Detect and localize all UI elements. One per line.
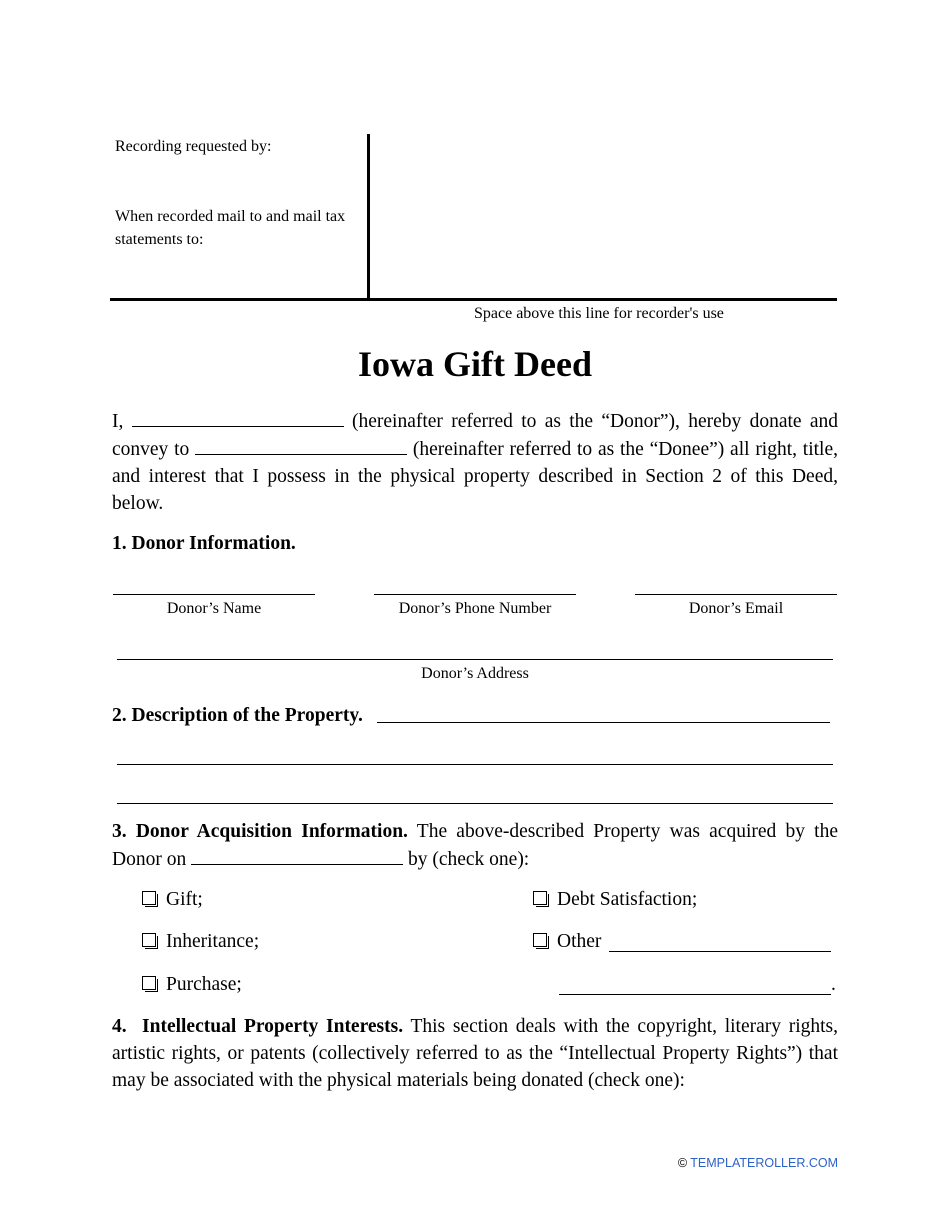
- other-period: .: [831, 974, 836, 995]
- gift-checkbox[interactable]: [142, 891, 156, 905]
- other-specify-line-2[interactable]: [559, 994, 831, 995]
- purchase-checkbox[interactable]: [142, 976, 156, 990]
- intro-paragraph: [112, 407, 838, 517]
- recorder-use-note: Space above this line for recorder's use: [474, 305, 724, 322]
- donor-name-line[interactable]: [113, 594, 315, 595]
- recording-requested-label: Recording requested by:: [115, 138, 272, 155]
- property-description-line-2[interactable]: [117, 764, 833, 765]
- recorder-vertical-divider: [367, 134, 370, 301]
- option-other[interactable]: [533, 928, 601, 955]
- other-checkbox[interactable]: [533, 933, 547, 947]
- property-description-line-3[interactable]: [117, 803, 833, 804]
- intro-i: I,: [112, 411, 124, 432]
- option-purchase[interactable]: [142, 971, 242, 998]
- donor-name-label: Donor’s Name: [166, 600, 262, 617]
- section3-text1: The above-described Property was acquired by the Donor on: [112, 821, 838, 870]
- donor-email-line[interactable]: [635, 594, 837, 595]
- donor-address-label: Donor’s Address: [421, 665, 529, 682]
- footer-credit: [678, 1156, 838, 1170]
- other-specify-line-1[interactable]: [609, 951, 831, 952]
- copyright-symbol: ©: [677, 1156, 688, 1170]
- option-other-label: Other: [557, 931, 602, 952]
- section3-heading: 3. Donor Acquisition Information.: [112, 821, 408, 842]
- property-description-line-1[interactable]: [377, 722, 830, 723]
- option-debt-satisfaction[interactable]: [533, 886, 697, 913]
- section4-paragraph: [112, 1013, 838, 1094]
- inheritance-checkbox[interactable]: [142, 933, 156, 947]
- donor-email-label: Donor’s Email: [688, 600, 784, 617]
- intro-donee-clause: (hereinafter referred to as the “Donee”) all right, title, and interest that I possess in the physical property described in Section 2 of this Deed, below.: [112, 439, 839, 514]
- donee-name-blank[interactable]: [195, 435, 407, 455]
- section4-heading: 4. Intellectual Property Interests.: [112, 1016, 404, 1037]
- section3-paragraph: [112, 818, 838, 873]
- acquisition-date-blank[interactable]: [191, 845, 403, 865]
- section4-text: This section deals with the copyright, literary rights, artistic rights, or patents (collectively referred to as the “Intellectual Property Rights”) that may be associated with the physical materials being donated (check one):: [112, 1016, 839, 1091]
- option-purchase-label: Purchase;: [166, 974, 242, 995]
- section2-heading: 2. Description of the Property.: [112, 705, 363, 726]
- option-inheritance-label: Inheritance;: [166, 931, 260, 952]
- donor-name-blank[interactable]: [132, 407, 344, 427]
- templateroller-link[interactable]: TEMPLATEROLLER.COM: [690, 1156, 838, 1170]
- section3-text2: by (check one):: [407, 849, 530, 870]
- section1-heading: 1. Donor Information.: [112, 533, 296, 554]
- donor-phone-line[interactable]: [374, 594, 576, 595]
- debt-checkbox[interactable]: [533, 891, 547, 905]
- option-gift[interactable]: [142, 886, 203, 913]
- donor-phone-label: Donor’s Phone Number: [398, 600, 552, 617]
- option-gift-label: Gift;: [166, 889, 203, 910]
- intro-donor-clause: (hereinafter referred to as the “Donor”), hereby donate and convey to: [112, 411, 839, 460]
- option-debt-label: Debt Satisfaction;: [557, 889, 698, 910]
- option-inheritance[interactable]: [142, 928, 259, 955]
- donor-address-line[interactable]: [117, 659, 833, 660]
- mail-to-label: When recorded mail to and mail tax statements to:: [115, 208, 346, 248]
- recorder-horizontal-line: [110, 298, 837, 301]
- page-title: Iowa Gift Deed: [358, 344, 592, 384]
